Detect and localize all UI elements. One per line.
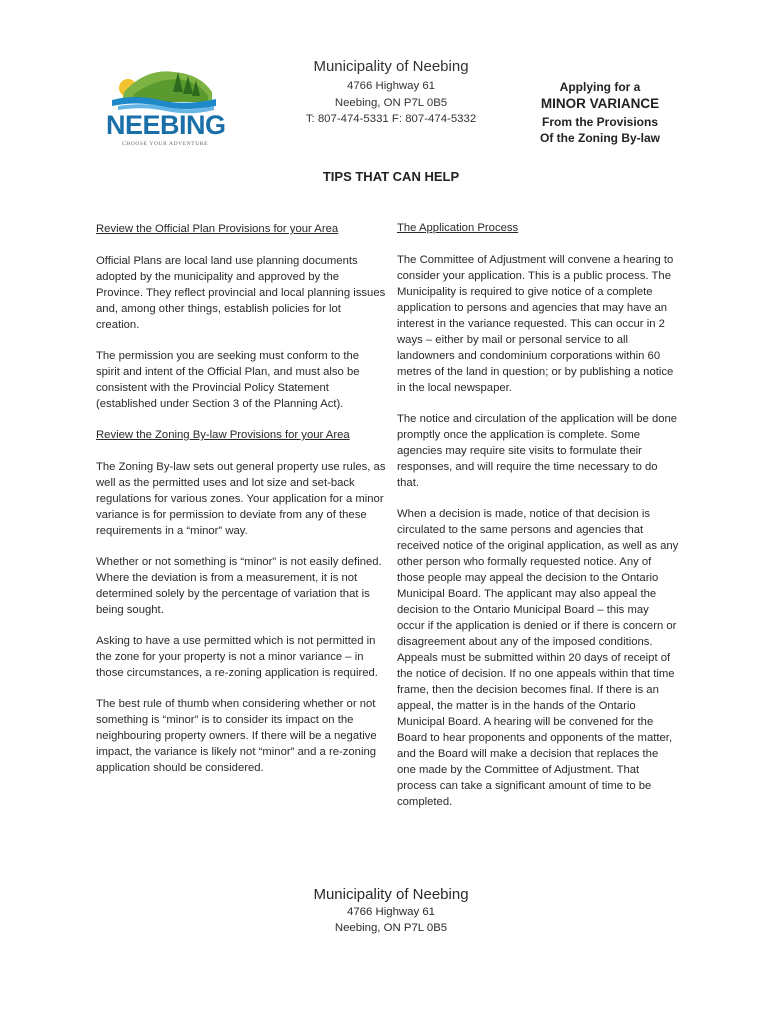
left-column bbox=[96, 221, 386, 791]
section-heading-application-process: The Application Process bbox=[397, 222, 519, 234]
paragraph: The Zoning By-law sets out general property use rules, as well as the permitted uses and lot size and set-back regulations for various zones. Your application for a minor variance is for permission to deviate from any of these requirements in a “minor” way. bbox=[96, 461, 386, 537]
heading-line-1: Applying for a bbox=[559, 80, 641, 94]
heading-line-2: MINOR VARIANCE bbox=[540, 96, 660, 111]
header-address: 4766 Highway 61 bbox=[346, 80, 436, 92]
logo-landscape-icon bbox=[104, 66, 228, 116]
heading-line-3: From the Provisions bbox=[541, 115, 659, 129]
footer-title: Municipality of Neebing bbox=[313, 886, 469, 903]
neebing-logo bbox=[104, 66, 228, 150]
section-heading-official-plan: Review the Official Plan Provisions for your Area bbox=[96, 223, 339, 235]
logo-tagline: CHOOSE YOUR ADVENTURE bbox=[122, 141, 209, 147]
paragraph: Asking to have a use permitted which is not permitted in the zone for your property is not a minor variance – in those circumstances, a re-zoning application is required. bbox=[96, 635, 378, 679]
paragraph: The Committee of Adjustment will convene a hearing to consider your application. This is a public process. The Municipality is required to give notice of a complete application to persons and agencies that may have an interest in the variance requested. This can occur in 2 ways – either by mail or personal service to all landowners and condominium corporations within 60 metres of the land in question; or by publishing a notice in the local newspaper. bbox=[397, 254, 674, 394]
header-title: Municipality of Neebing bbox=[313, 58, 469, 75]
paragraph: The permission you are seeking must conform to the spirit and intent of the Official Plan, and must also be consistent with the Provincial Policy Statement (established under Section 3 of the Planning Act). bbox=[96, 350, 360, 410]
paragraph: The best rule of thumb when considering whether or not something is “minor” is to consider its impact on the neighbouring property owners. If there will be a negative impact, the variance is likely not “minor” and a re-zoning application should be considered. bbox=[96, 698, 377, 774]
heading-line-4: Of the Zoning By-law bbox=[540, 131, 660, 145]
header-phone: T: 807-474-5331 F: 807-474-5332 bbox=[305, 113, 477, 125]
logo-wordmark: NEEBING bbox=[106, 110, 226, 140]
paragraph: When a decision is made, notice of that decision is circulated to the same persons and agencies that received notice of the original application, as well as any other person who formally requested notice. Any of those people may appeal the decision to the Ontario Municipal Board. The applicant may also appeal the decision to the Ontario Municipal Board – this may occur if the application is denied or if there is concern or disagreement about any of the imposed conditions. Appeals must be submitted within 20 days of receipt of the notice of decision. If no one appeals within that time frame, then the decision becomes final. If there is an appeal, the matter is in the hands of the Ontario Municipal Board. A hearing will be convened for the Board to hear proponents and opponents of the matter, and the Board will make a decision that replaces the one made by the Committee of Adjustment. That process can take a significant amount of time to be completed. bbox=[397, 508, 679, 808]
paragraph: Official Plans are local land use planning documents adopted by the municipality and approved by the Province. They reflect provincial and local planning issues and, among other things, establish policies for lot creation. bbox=[96, 255, 386, 331]
paragraph: Whether or not something is “minor” is not easily defined. Where the deviation is from a measurement, it is not determined solely by the percentage of variation that is being sought. bbox=[96, 556, 382, 616]
footer-city: Neebing, ON P7L 0B5 bbox=[334, 922, 448, 934]
header-city: Neebing, ON P7L 0B5 bbox=[334, 97, 448, 109]
footer-address: 4766 Highway 61 bbox=[346, 906, 436, 918]
tips-title: TIPS THAT CAN HELP bbox=[322, 169, 460, 184]
paragraph: The notice and circulation of the application will be done promptly once the application is complete. Some agencies may require site visits to formulate their responses, and will require the time necessary to do that. bbox=[397, 413, 678, 489]
section-heading-zoning-bylaw: Review the Zoning By-law Provisions for your Area bbox=[96, 429, 350, 441]
right-column bbox=[397, 220, 679, 825]
